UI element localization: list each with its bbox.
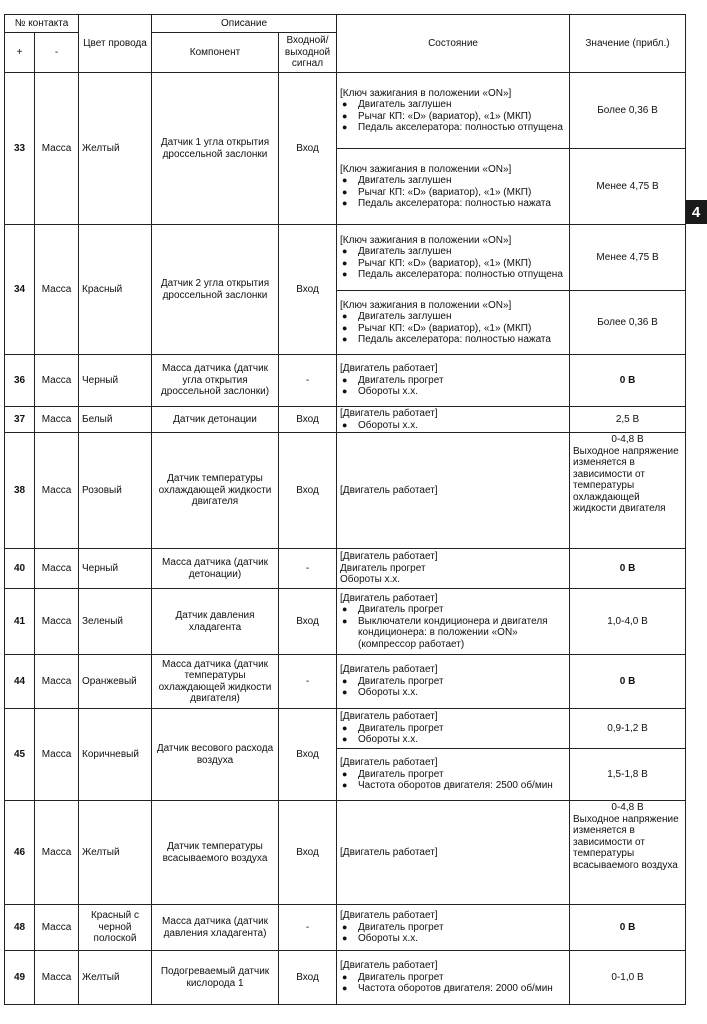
condition-list [340, 563, 566, 586]
condition-item: ● Двигатель заглушен [340, 246, 566, 258]
value-cell [570, 549, 686, 589]
value-note: Выходное напряжение изменяется в зависимости от температуры всасываемого воздуха [573, 813, 679, 871]
contact-plus-cell: 48 [5, 905, 35, 951]
contact-plus-cell: 34 [5, 225, 35, 355]
condition-cell [337, 709, 570, 749]
contact-plus-cell: 40 [5, 549, 35, 589]
io-signal-cell: - [279, 655, 337, 709]
contact-minus-cell: Масса [35, 407, 79, 433]
condition-heading: [Двигатель работает] [340, 664, 438, 676]
condition-heading: [Двигатель работает] [340, 757, 438, 769]
value-text: 0-4,8 В [611, 802, 644, 813]
header-component: Компонент [152, 33, 279, 73]
chapter-tab: 4 [685, 200, 707, 224]
wire-color-cell: Желтый [79, 73, 152, 225]
component-cell: Датчик детонации [152, 407, 279, 433]
io-signal-cell: - [279, 355, 337, 407]
table-row [5, 951, 686, 1005]
contact-plus-cell: 44 [5, 655, 35, 709]
component-cell: Масса датчика (датчик детонации) [152, 549, 279, 589]
contact-minus-cell: Масса [35, 433, 79, 549]
condition-list [340, 676, 566, 699]
condition-item: ● Частота оборотов двигателя: 2000 об/мин [340, 983, 566, 995]
contact-minus-cell: Масса [35, 709, 79, 801]
value-cell [570, 433, 686, 549]
condition-heading: [Ключ зажигания в положении «ON»] [340, 87, 512, 99]
component-cell: Подогреваемый датчик кислорода 1 [152, 951, 279, 1005]
io-signal-cell: Вход [279, 801, 337, 905]
condition-cell [337, 905, 570, 951]
header-plus: + [5, 33, 35, 73]
value-cell [570, 709, 686, 749]
table-row [5, 589, 686, 655]
value-cell [570, 355, 686, 407]
value-text: Менее 4,75 В [596, 180, 659, 192]
value-cell [570, 73, 686, 149]
condition-item: ● Двигатель прогрет [340, 972, 566, 984]
value-text: 2,5 В [615, 413, 640, 425]
condition-item: Двигатель прогрет [340, 562, 426, 574]
value-cell [570, 291, 686, 355]
component-cell: Датчик 2 угла открытия дроссельной заслонки [152, 225, 279, 355]
table-row [5, 905, 686, 951]
contact-minus-cell: Масса [35, 355, 79, 407]
condition-heading: [Ключ зажигания в положении «ON»] [340, 234, 512, 246]
io-signal-cell: Вход [279, 433, 337, 549]
condition-item: ● Двигатель прогрет [340, 375, 566, 387]
wire-color-cell: Желтый [79, 951, 152, 1005]
condition-heading: [Ключ зажигания в положении «ON»] [340, 299, 512, 311]
component-cell: Масса датчика (датчик давления хладагента) [152, 905, 279, 951]
contact-plus-cell: 46 [5, 801, 35, 905]
condition-cell [337, 433, 570, 549]
contact-minus-cell: Масса [35, 655, 79, 709]
condition-item: ● Обороты х.х. [340, 386, 566, 398]
component-cell: Масса датчика (датчик угла открытия дроссельной заслонки) [152, 355, 279, 407]
value-text: Более 0,36 В [597, 104, 658, 116]
condition-heading: [Ключ зажигания в положении «ON»] [340, 163, 512, 175]
condition-item: Обороты х.х. [340, 574, 401, 586]
condition-list [340, 769, 566, 792]
condition-item: ● Двигатель прогрет [340, 922, 566, 934]
contact-plus-cell: 38 [5, 433, 35, 549]
condition-heading: [Двигатель работает] [340, 408, 438, 419]
value-text: 0-1,0 В [611, 971, 644, 983]
table-row [5, 355, 686, 407]
wire-color-cell: Желтый [79, 801, 152, 905]
contact-minus-cell: Масса [35, 73, 79, 225]
wire-color-cell: Белый [79, 407, 152, 433]
io-signal-cell: Вход [279, 225, 337, 355]
condition-cell [337, 549, 570, 589]
contact-minus-cell: Масса [35, 801, 79, 905]
contact-plus-cell: 45 [5, 709, 35, 801]
header-wire-color: Цвет провода [79, 15, 152, 73]
condition-cell [337, 225, 570, 291]
condition-heading: [Двигатель работает] [340, 551, 438, 563]
io-signal-cell: Вход [279, 407, 337, 433]
value-text: 0 В [619, 374, 636, 386]
contact-plus-cell: 49 [5, 951, 35, 1005]
component-cell: Датчик давления хладагента [152, 589, 279, 655]
condition-item: ● Педаль акселератора: полностью нажата [340, 334, 566, 346]
header-minus: - [35, 33, 79, 73]
condition-heading: [Двигатель работает] [340, 910, 438, 922]
value-cell [570, 905, 686, 951]
wire-color-cell: Зеленый [79, 589, 152, 655]
io-signal-cell: Вход [279, 73, 337, 225]
condition-item: ● Педаль акселератора: полностью отпущена [340, 122, 566, 134]
wire-color-cell: Красный с черной полоской [79, 905, 152, 951]
wire-color-cell: Оранжевый [79, 655, 152, 709]
condition-cell [337, 407, 570, 433]
value-cell [570, 225, 686, 291]
value-text: 0 В [619, 675, 636, 687]
value-text: 1,0-4,0 В [607, 615, 648, 627]
wire-color-cell: Черный [79, 355, 152, 407]
table-row [5, 549, 686, 589]
condition-item: ● Частота оборотов двигателя: 2500 об/мин [340, 780, 566, 792]
contact-minus-cell: Масса [35, 225, 79, 355]
component-cell: Датчик температуры охлаждающей жидкости двигателя [152, 433, 279, 549]
io-signal-cell: Вход [279, 589, 337, 655]
io-signal-cell: Вход [279, 709, 337, 801]
value-note: Выходное напряжение изменяется в зависимости от температуры охлаждающей жидкости двигателя [573, 445, 679, 514]
condition-list [340, 604, 566, 650]
condition-list [340, 375, 566, 398]
condition-list [340, 99, 566, 134]
condition-item: ● Обороты х.х. [340, 933, 566, 945]
condition-heading: [Двигатель работает] [340, 592, 438, 604]
condition-cell [337, 749, 570, 801]
contact-plus-cell: 36 [5, 355, 35, 407]
header-contact-group: № контакта [5, 15, 79, 33]
condition-heading: [Двигатель работает] [340, 846, 438, 858]
io-signal-cell: - [279, 905, 337, 951]
condition-item: ● Педаль акселератора: полностью нажата [340, 198, 566, 210]
value-cell [570, 655, 686, 709]
contact-plus-cell: 33 [5, 73, 35, 225]
condition-list [340, 972, 566, 995]
table-row [5, 801, 686, 905]
component-cell: Датчик температуры всасываемого воздуха [152, 801, 279, 905]
table-header [5, 15, 686, 73]
condition-item: ● Двигатель прогрет [340, 604, 566, 616]
condition-cell [337, 951, 570, 1005]
table-row [5, 225, 686, 291]
condition-item: ● Двигатель прогрет [340, 723, 566, 735]
condition-cell [337, 655, 570, 709]
condition-item: ● Двигатель заглушен [340, 99, 566, 111]
table-row [5, 73, 686, 149]
value-text: Более 0,36 В [597, 316, 658, 328]
condition-list [340, 420, 566, 432]
value-cell [570, 801, 686, 905]
condition-list [340, 723, 566, 746]
condition-heading: [Двигатель работает] [340, 363, 438, 375]
contact-minus-cell: Масса [35, 951, 79, 1005]
value-text: 1,5-1,8 В [607, 768, 648, 780]
condition-item: ● Рычаг КП: «D» (вариатор), «1» (МКП) [340, 258, 566, 270]
contact-minus-cell: Масса [35, 905, 79, 951]
component-cell: Датчик 1 угла открытия дроссельной заслонки [152, 73, 279, 225]
io-signal-cell: - [279, 549, 337, 589]
table-row [5, 433, 686, 549]
table-body [5, 73, 686, 1005]
header-value: Значение (прибл.) [570, 15, 686, 73]
wire-color-cell: Красный [79, 225, 152, 355]
condition-item: ● Двигатель прогрет [340, 769, 566, 781]
contact-plus-cell: 41 [5, 589, 35, 655]
value-cell [570, 589, 686, 655]
value-cell [570, 951, 686, 1005]
condition-list [340, 922, 566, 945]
condition-cell [337, 73, 570, 149]
value-text: 0 В [619, 921, 636, 933]
condition-cell [337, 149, 570, 225]
wire-color-cell: Розовый [79, 433, 152, 549]
condition-item: ● Двигатель заглушен [340, 311, 566, 323]
condition-cell [337, 589, 570, 655]
component-cell: Датчик весового расхода воздуха [152, 709, 279, 801]
value-text: Менее 4,75 В [596, 251, 659, 263]
condition-heading: [Двигатель работает] [340, 484, 438, 496]
condition-cell [337, 801, 570, 905]
condition-item: ● Обороты х.х. [340, 420, 566, 432]
table-row [5, 407, 686, 433]
condition-cell [337, 355, 570, 407]
condition-item: ● Двигатель заглушен [340, 175, 566, 187]
value-text: 0 В [619, 562, 636, 574]
value-text: 0-4,8 В [611, 434, 644, 445]
header-condition: Состояние [337, 15, 570, 73]
wire-color-cell: Черный [79, 549, 152, 589]
condition-item: ● Обороты х.х. [340, 734, 566, 746]
condition-item: ● Рычаг КП: «D» (вариатор), «1» (МКП) [340, 187, 566, 199]
condition-item: ● Двигатель прогрет [340, 676, 566, 688]
condition-heading: [Двигатель работает] [340, 960, 438, 972]
table-row [5, 655, 686, 709]
condition-list [340, 175, 566, 210]
condition-cell [337, 291, 570, 355]
wire-color-cell: Коричневый [79, 709, 152, 801]
condition-item: ● Рычаг КП: «D» (вариатор), «1» (МКП) [340, 323, 566, 335]
condition-item: ● Обороты х.х. [340, 687, 566, 699]
condition-heading: [Двигатель работает] [340, 711, 438, 723]
condition-item: ● Выключатели кондиционера и двигателя кондиционера: в положении «ON» (компрессор работает) [340, 616, 566, 651]
component-cell: Масса датчика (датчик температуры охлаждающей жидкости двигателя) [152, 655, 279, 709]
io-signal-cell: Вход [279, 951, 337, 1005]
header-description: Описание [152, 15, 337, 33]
condition-item: ● Педаль акселератора: полностью отпущена [340, 269, 566, 281]
value-cell [570, 149, 686, 225]
condition-item: ● Рычаг КП: «D» (вариатор), «1» (МКП) [340, 111, 566, 123]
table-row [5, 709, 686, 749]
condition-list [340, 246, 566, 281]
connector-spec-table [4, 14, 686, 1005]
value-cell [570, 407, 686, 433]
condition-list [340, 311, 566, 346]
contact-minus-cell: Масса [35, 589, 79, 655]
value-text: 0,9-1,2 В [607, 722, 648, 734]
header-io-signal: Входной/ выходной сигнал [279, 33, 337, 73]
value-cell [570, 749, 686, 801]
contact-plus-cell: 37 [5, 407, 35, 433]
contact-minus-cell: Масса [35, 549, 79, 589]
